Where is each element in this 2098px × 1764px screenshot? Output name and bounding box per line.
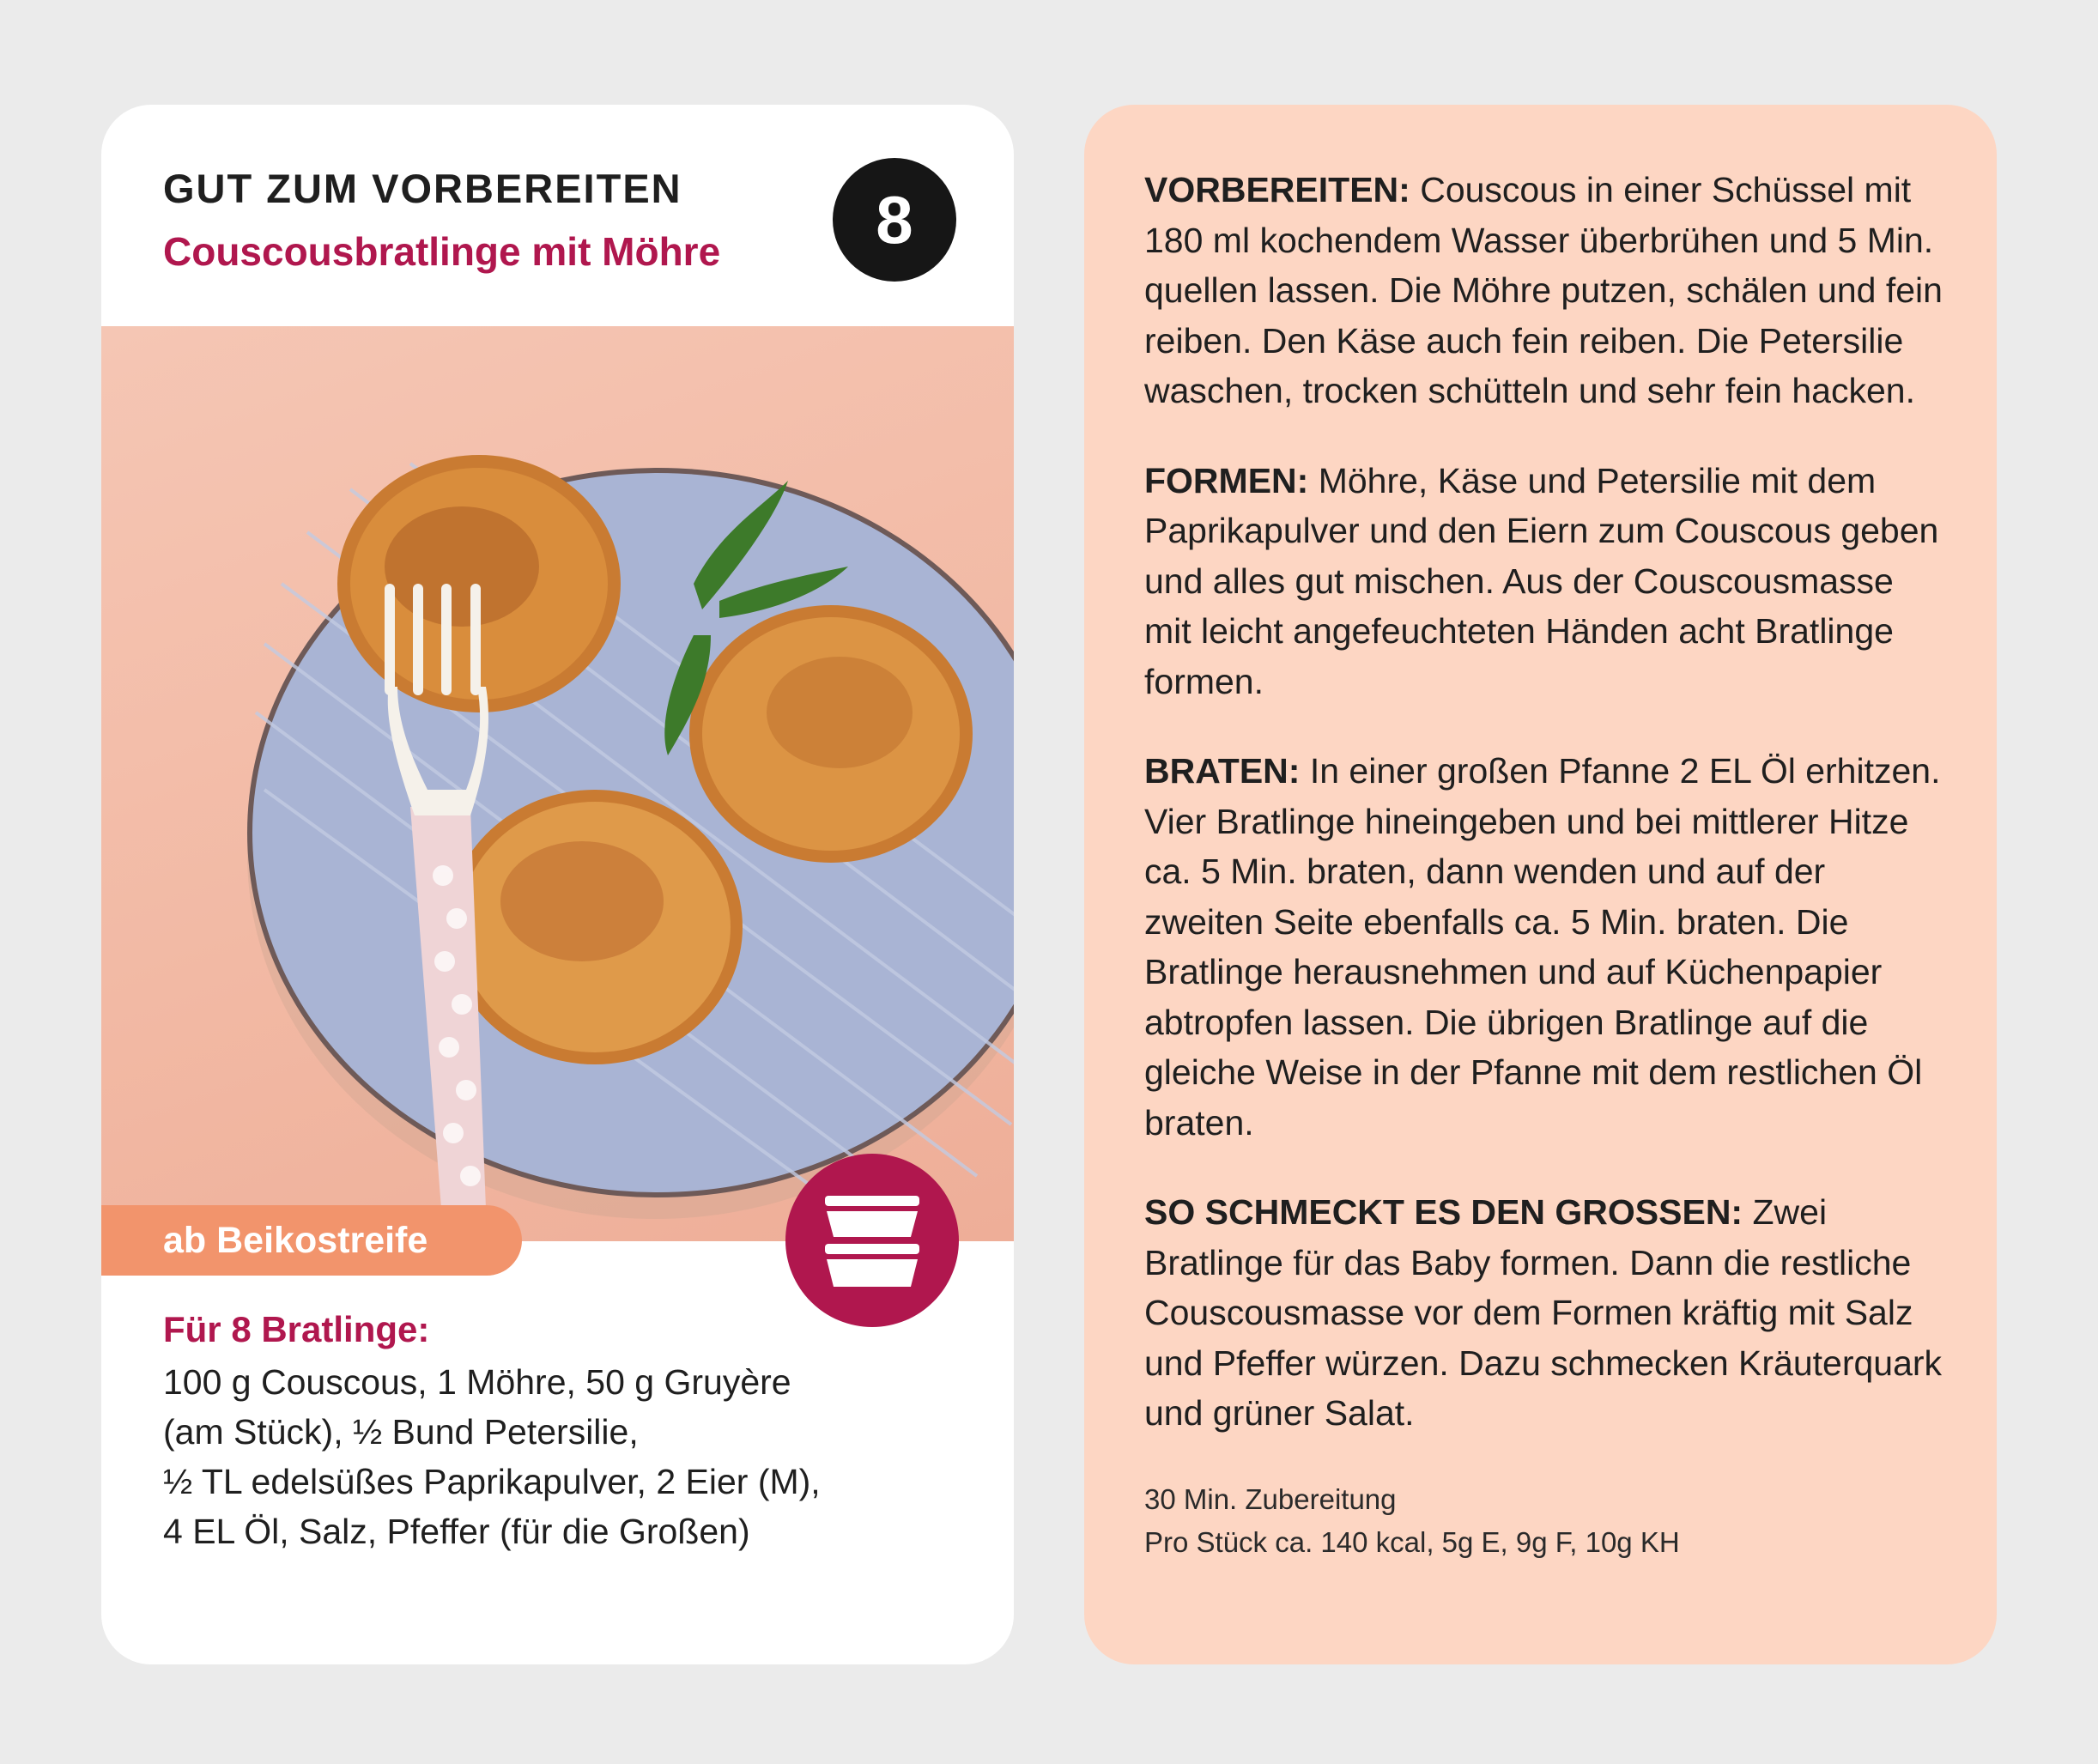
instructions — [1144, 165, 1943, 1564]
card-header — [163, 165, 720, 276]
ingredients-section — [163, 1305, 970, 1556]
ingredients-heading: Für 8 Bratlinge: — [163, 1309, 430, 1349]
recipe-card-back — [1084, 105, 1997, 1664]
step-label: SO SCHMECKT ES DEN GROSSEN: — [1144, 1192, 1743, 1232]
recipe-title: Couscousbratlinge mit Möhre — [163, 229, 721, 275]
step-text: In einer großen Pfanne 2 EL Öl erhitzen. Vier Bratlinge hineingeben und bei mittlerer Hitze ca. 5 Min. braten, dann wenden und auf der zweiten Seite ebenfalls ca. 5 Min. braten. Die Bratlinge herausnehmen und auf Küchenpapier abtropfen lassen. Die übrigen Bratlinge auf die gleiche Weise in der Pfanne mit dem restlichen Öl braten. — [1144, 751, 1941, 1143]
recipe-photo — [101, 326, 1014, 1241]
recipe-meta — [1144, 1478, 1943, 1564]
step-shape — [1144, 456, 1943, 707]
age-badge: ab Beikostreife — [101, 1205, 522, 1276]
stacked-containers-icon — [785, 1154, 959, 1327]
step-adults — [1144, 1187, 1943, 1439]
step-text: Zwei Bratlinge für das Baby formen. Dann die restliche Couscousmasse vor dem Formen kräftig mit Salz und Pfeffer würzen. Dazu schmecken Kräuterquark und grüner Salat. — [1144, 1192, 1943, 1433]
step-prepare — [1144, 165, 1943, 416]
recipe-card-front — [101, 105, 1014, 1664]
ingredients-list — [163, 1357, 970, 1556]
step-label: FORMEN: — [1144, 460, 1309, 500]
step-text: Möhre, Käse und Petersilie mit dem Paprikapulver und den Eiern zum Couscous geben und alles gut mischen. Aus der Couscousmasse mit leicht angefeuchteten Händen acht Bratlinge formen. — [1144, 460, 1939, 701]
step-label: VORBEREITEN: — [1144, 170, 1410, 209]
nutrition-info: Pro Stück ca. 140 kcal, 5g E, 9g F, 10g KH — [1144, 1525, 1680, 1558]
prep-time: 30 Min. Zubereitung — [1144, 1482, 1397, 1515]
ingredients-line: 100 g Couscous, 1 Möhre, 50 g Gruyère — [163, 1361, 791, 1402]
ingredients-line: (am Stück), ½ Bund Petersilie, — [163, 1411, 639, 1452]
ingredients-line: 4 EL Öl, Salz, Pfeffer (für die Großen) — [163, 1511, 750, 1551]
step-label: BRATEN: — [1144, 751, 1301, 791]
step-text: Couscous in einer Schüssel mit 180 ml kochendem Wasser überbrühen und 5 Min. quellen lassen. Die Möhre putzen, schälen und fein reiben. Den Käse auch fein reiben. Die Petersilie waschen, trocken schütteln und sehr fein hacken. — [1144, 170, 1943, 410]
category-label: GUT ZUM VORBEREITEN — [163, 166, 682, 211]
recipe-number-badge: 8 — [833, 158, 956, 282]
step-fry — [1144, 746, 1943, 1148]
ingredients-line: ½ TL edelsüßes Paprikapulver, 2 Eier (M), — [163, 1461, 821, 1501]
